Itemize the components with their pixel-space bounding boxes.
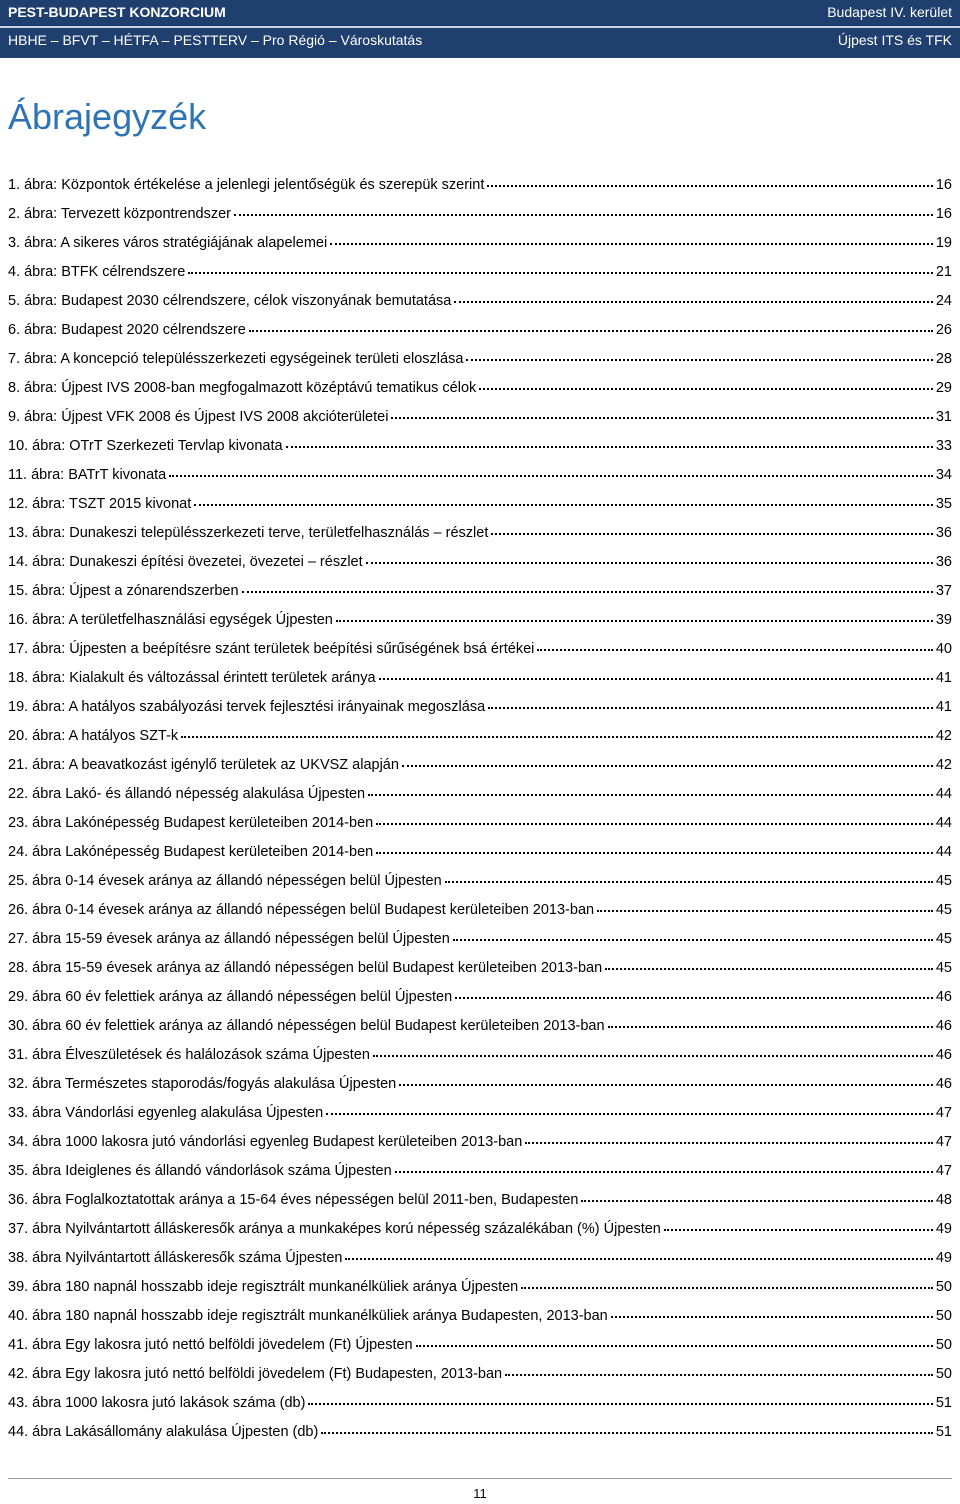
toc-entry-page: 19 <box>935 235 952 251</box>
toc-entry-label: 13. ábra: Dunakeszi településszerkezeti terve, területfelhasználás – részlet <box>8 525 489 541</box>
page-number: 11 <box>473 1486 487 1501</box>
header-row-bottom <box>0 28 960 54</box>
toc-entry[interactable] <box>8 229 952 258</box>
toc-entry-label: 34. ábra 1000 lakosra jutó vándorlási egyenleg Budapest kerületeiben 2013-ban <box>8 1134 523 1150</box>
toc-entry-page: 16 <box>935 206 952 222</box>
toc-leader-dots <box>608 1018 933 1028</box>
toc-entry[interactable] <box>8 896 952 925</box>
toc-entry-label: 22. ábra Lakó- és állandó népesség alakulása Újpesten <box>8 786 366 802</box>
toc-entry-page: 46 <box>935 1076 952 1092</box>
page-title: Ábrajegyzék <box>8 96 207 137</box>
toc-entry[interactable] <box>8 1099 952 1128</box>
toc-entry-label: 31. ábra Élveszületések és halálozások száma Újpesten <box>8 1047 370 1063</box>
toc-entry-page: 16 <box>935 177 952 193</box>
toc-entry-label: 3. ábra: A sikeres város stratégiájának alapelemei <box>8 235 328 251</box>
toc-entry-page: 51 <box>935 1424 952 1440</box>
toc-entry[interactable] <box>8 1302 952 1331</box>
toc-leader-dots <box>373 1047 933 1057</box>
toc-leader-dots <box>597 902 933 912</box>
toc-entry[interactable] <box>8 1273 952 1302</box>
toc-entry[interactable] <box>8 925 952 954</box>
toc-entry-label: 19. ábra: A hatályos szabályozási tervek fejlesztési irányainak megoszlása <box>8 699 486 715</box>
toc-leader-dots <box>188 264 933 274</box>
toc-leader-dots <box>581 1192 932 1202</box>
toc-leader-dots <box>391 409 932 419</box>
toc-leader-dots <box>286 438 933 448</box>
toc-leader-dots <box>330 235 933 245</box>
toc-entry[interactable] <box>8 780 952 809</box>
toc-entry-page: 50 <box>935 1337 952 1353</box>
toc-leader-dots <box>605 960 933 970</box>
toc-entry-page: 31 <box>935 409 952 425</box>
toc-entry[interactable] <box>8 403 952 432</box>
toc-entry[interactable] <box>8 751 952 780</box>
toc-entry[interactable] <box>8 809 952 838</box>
toc-leader-dots <box>466 351 932 361</box>
toc-entry-page: 40 <box>935 641 952 657</box>
toc-entry-page: 44 <box>935 815 952 831</box>
toc-entry-label: 20. ábra: A hatályos SZT-k <box>8 728 179 744</box>
toc-entry-page: 26 <box>935 322 952 338</box>
toc-leader-dots <box>399 1076 933 1086</box>
toc-leader-dots <box>194 496 933 506</box>
toc-entry-page: 45 <box>935 931 952 947</box>
toc-entry-page: 51 <box>935 1395 952 1411</box>
toc-entry-label: 1. ábra: Központok értékelése a jelenlegi jelentőségük és szerepük szerint <box>8 177 485 193</box>
toc-entry-label: 41. ábra Egy lakosra jutó nettó belföldi jövedelem (Ft) Újpesten <box>8 1337 413 1353</box>
toc-entry-label: 8. ábra: Újpest IVS 2008-ban megfogalmazott középtávú tematikus célok <box>8 380 477 396</box>
toc-leader-dots <box>366 554 933 564</box>
toc-leader-dots <box>488 699 933 709</box>
toc-entry[interactable] <box>8 200 952 229</box>
toc-entry[interactable] <box>8 432 952 461</box>
toc-leader-dots <box>249 322 933 332</box>
toc-entry-page: 41 <box>935 670 952 686</box>
toc-entry-label: 17. ábra: Újpesten a beépítésre szánt területek beépítési sűrűségének bsá értékei <box>8 641 535 657</box>
toc-leader-dots <box>491 525 932 535</box>
toc-entry[interactable] <box>8 838 952 867</box>
toc-leader-dots <box>308 1395 932 1405</box>
toc-entry-page: 45 <box>935 873 952 889</box>
toc-leader-dots <box>505 1366 933 1376</box>
toc-leader-dots <box>455 989 933 999</box>
toc-leader-dots <box>664 1221 933 1231</box>
toc-entry[interactable] <box>8 1418 952 1447</box>
header-row-top <box>0 0 960 26</box>
toc-entry[interactable] <box>8 664 952 693</box>
toc-entry[interactable] <box>8 490 952 519</box>
toc-entry-label: 39. ábra 180 napnál hosszabb ideje regisztrált munkanélküliek aránya Újpesten <box>8 1279 519 1295</box>
toc-entry-page: 49 <box>935 1221 952 1237</box>
toc-leader-dots <box>454 293 933 303</box>
toc-leader-dots <box>416 1337 933 1347</box>
toc-leader-dots <box>611 1308 933 1318</box>
toc-entry-page: 46 <box>935 1018 952 1034</box>
toc-entry-page: 47 <box>935 1163 952 1179</box>
toc-entry-page: 33 <box>935 438 952 454</box>
toc-entry[interactable] <box>8 1128 952 1157</box>
toc-entry-label: 27. ábra 15-59 évesek aránya az állandó népességen belül Újpesten <box>8 931 450 947</box>
header-district: Budapest IV. kerület <box>827 4 952 20</box>
toc-entry[interactable] <box>8 1215 952 1244</box>
toc-entry-page: 44 <box>935 844 952 860</box>
toc-entry[interactable] <box>8 345 952 374</box>
toc-leader-dots <box>321 1424 933 1434</box>
toc-entry-label: 42. ábra Egy lakosra jutó nettó belföldi jövedelem (Ft) Budapesten, 2013-ban <box>8 1366 503 1382</box>
toc-entry[interactable] <box>8 461 952 490</box>
toc-leader-dots <box>234 206 933 216</box>
toc-entry-page: 24 <box>935 293 952 309</box>
toc-entry-label: 37. ábra Nyilvántartott álláskeresők aránya a munkaképes korú népesség százalékában (%) Újpesten <box>8 1221 661 1237</box>
toc-entry[interactable] <box>8 1157 952 1186</box>
toc-leader-dots <box>242 583 933 593</box>
toc-entry[interactable] <box>8 1070 952 1099</box>
toc-leader-dots <box>368 786 933 796</box>
toc-entry-label: 40. ábra 180 napnál hosszabb ideje regisztrált munkanélküliek aránya Budapesten, 2013-ban <box>8 1308 608 1324</box>
toc-leader-dots <box>395 1163 933 1173</box>
toc-leader-dots <box>376 844 933 854</box>
toc-entry-page: 47 <box>935 1105 952 1121</box>
toc-entry[interactable] <box>8 577 952 606</box>
toc-entry-page: 42 <box>935 757 952 773</box>
toc-entry-page: 42 <box>935 728 952 744</box>
toc-entry-label: 24. ábra Lakónépesség Budapest kerületeiben 2014-ben <box>8 844 374 860</box>
toc-leader-dots <box>479 380 933 390</box>
toc-entry-label: 21. ábra: A beavatkozást igénylő területek az UKVSZ alapján <box>8 757 399 773</box>
toc-entry-label: 18. ábra: Kialakult és változással érintett területek aránya <box>8 670 376 686</box>
toc-entry-page: 50 <box>935 1279 952 1295</box>
toc-entry-label: 30. ábra 60 év felettiek aránya az állandó népességen belül Budapest kerületeiben 2013-ban <box>8 1018 605 1034</box>
toc-entry-label: 15. ábra: Újpest a zónarendszerben <box>8 583 239 599</box>
toc-entry-label: 16. ábra: A területfelhasználási egységek Újpesten <box>8 612 333 628</box>
toc-entry-page: 21 <box>935 264 952 280</box>
toc-entry-label: 12. ábra: TSZT 2015 kivonat <box>8 496 192 512</box>
header-consortium: PEST-BUDAPEST KONZORCIUM <box>8 4 226 20</box>
toc-entry[interactable] <box>8 1389 952 1418</box>
toc-entry-label: 6. ábra: Budapest 2020 célrendszere <box>8 322 246 338</box>
toc-leader-dots <box>376 815 933 825</box>
toc-entry[interactable] <box>8 1244 952 1273</box>
toc-entry-label: 2. ábra: Tervezett központrendszer <box>8 206 231 222</box>
header-partners: HBHE – BFVT – HÉTFA – PESTTERV – Pro Régió – Városkutatás <box>8 32 423 48</box>
toc-entry-page: 39 <box>935 612 952 628</box>
toc-entry-page: 46 <box>935 1047 952 1063</box>
toc-entry-page: 41 <box>935 699 952 715</box>
toc-entry[interactable] <box>8 954 952 983</box>
toc-leader-dots <box>326 1105 933 1115</box>
toc-entry-label: 4. ábra: BTFK célrendszere <box>8 264 186 280</box>
toc-entry[interactable] <box>8 635 952 664</box>
toc-entry[interactable] <box>8 693 952 722</box>
toc-entry[interactable] <box>8 1041 952 1070</box>
toc-entry-label: 10. ábra: OTrT Szerkezeti Tervlap kivonata <box>8 438 283 454</box>
toc-entry-label: 26. ábra 0-14 évesek aránya az állandó népességen belül Budapest kerületeiben 2013-ban <box>8 902 595 918</box>
toc-entry-page: 37 <box>935 583 952 599</box>
toc-entry-label: 33. ábra Vándorlási egyenleg alakulása Újpesten <box>8 1105 324 1121</box>
toc-entry[interactable] <box>8 1012 952 1041</box>
toc-entry[interactable] <box>8 1360 952 1389</box>
toc-entry-page: 50 <box>935 1366 952 1382</box>
toc-leader-dots <box>537 641 933 651</box>
toc-entry[interactable] <box>8 983 952 1012</box>
toc-entry[interactable] <box>8 1331 952 1360</box>
toc-entry[interactable] <box>8 171 952 200</box>
toc-entry[interactable] <box>8 519 952 548</box>
toc-leader-dots <box>525 1134 933 1144</box>
toc-leader-dots <box>521 1279 933 1289</box>
toc-entry-page: 46 <box>935 989 952 1005</box>
toc-entry[interactable] <box>8 722 952 751</box>
toc-entry-page: 34 <box>935 467 952 483</box>
toc-entry-page: 29 <box>935 380 952 396</box>
toc-entry-label: 11. ábra: BATrT kivonata <box>8 467 167 483</box>
toc-entry-label: 35. ábra Ideiglenes és állandó vándorlások száma Újpesten <box>8 1163 392 1179</box>
toc-entry[interactable] <box>8 867 952 896</box>
toc-entry-label: 25. ábra 0-14 évesek aránya az állandó népességen belül Újpesten <box>8 873 442 889</box>
toc-entry-label: 32. ábra Természetes staporodás/fogyás alakulása Újpesten <box>8 1076 397 1092</box>
toc-leader-dots <box>181 728 933 738</box>
figure-list <box>8 171 952 1447</box>
toc-entry-label: 9. ábra: Újpest VFK 2008 és Újpest IVS 2008 akcióterületei <box>8 409 389 425</box>
toc-entry-page: 45 <box>935 902 952 918</box>
toc-entry-page: 28 <box>935 351 952 367</box>
toc-entry[interactable] <box>8 548 952 577</box>
toc-entry[interactable] <box>8 287 952 316</box>
toc-entry-label: 43. ábra 1000 lakosra jutó lakások száma (db) <box>8 1395 306 1411</box>
toc-entry-label: 29. ábra 60 év felettiek aránya az állandó népességen belül Újpesten <box>8 989 453 1005</box>
toc-entry[interactable] <box>8 316 952 345</box>
toc-entry[interactable] <box>8 258 952 287</box>
toc-leader-dots <box>402 757 933 767</box>
toc-entry-label: 36. ábra Foglalkoztatottak aránya a 15-64 éves népességen belül 2011-ben, Budapesten <box>8 1192 579 1208</box>
toc-leader-dots <box>445 873 933 883</box>
toc-entry-page: 36 <box>935 554 952 570</box>
toc-entry-label: 14. ábra: Dunakeszi építési övezetei, övezetei – részlet <box>8 554 363 570</box>
toc-entry-page: 48 <box>935 1192 952 1208</box>
toc-entry-page: 50 <box>935 1308 952 1324</box>
toc-entry-label: 44. ábra Lakásállomány alakulása Újpesten (db) <box>8 1424 319 1440</box>
toc-entry-page: 44 <box>935 786 952 802</box>
toc-entry-page: 45 <box>935 960 952 976</box>
toc-entry-label: 5. ábra: Budapest 2030 célrendszere, célok viszonyának bemutatása <box>8 293 452 309</box>
toc-entry-label: 23. ábra Lakónépesség Budapest kerületeiben 2014-ben <box>8 815 374 831</box>
toc-entry-page: 49 <box>935 1250 952 1266</box>
page-header <box>0 0 960 58</box>
toc-entry-label: 7. ábra: A koncepció településszerkezeti egységeinek területi eloszlása <box>8 351 464 367</box>
toc-entry-page: 36 <box>935 525 952 541</box>
footer-divider <box>8 1478 952 1479</box>
toc-leader-dots <box>453 931 933 941</box>
toc-entry[interactable] <box>8 1186 952 1215</box>
toc-entry-page: 35 <box>935 496 952 512</box>
toc-entry[interactable] <box>8 606 952 635</box>
toc-leader-dots <box>345 1250 932 1260</box>
toc-entry-label: 38. ábra Nyilvántartott álláskeresők száma Újpesten <box>8 1250 343 1266</box>
toc-leader-dots <box>336 612 933 622</box>
toc-leader-dots <box>487 177 932 187</box>
header-document: Újpest ITS és TFK <box>837 32 952 48</box>
toc-entry[interactable] <box>8 374 952 403</box>
toc-leader-dots <box>169 467 933 477</box>
toc-leader-dots <box>379 670 933 680</box>
toc-entry-page: 47 <box>935 1134 952 1150</box>
toc-entry-label: 28. ábra 15-59 évesek aránya az állandó népességen belül Budapest kerületeiben 2013-ban <box>8 960 603 976</box>
